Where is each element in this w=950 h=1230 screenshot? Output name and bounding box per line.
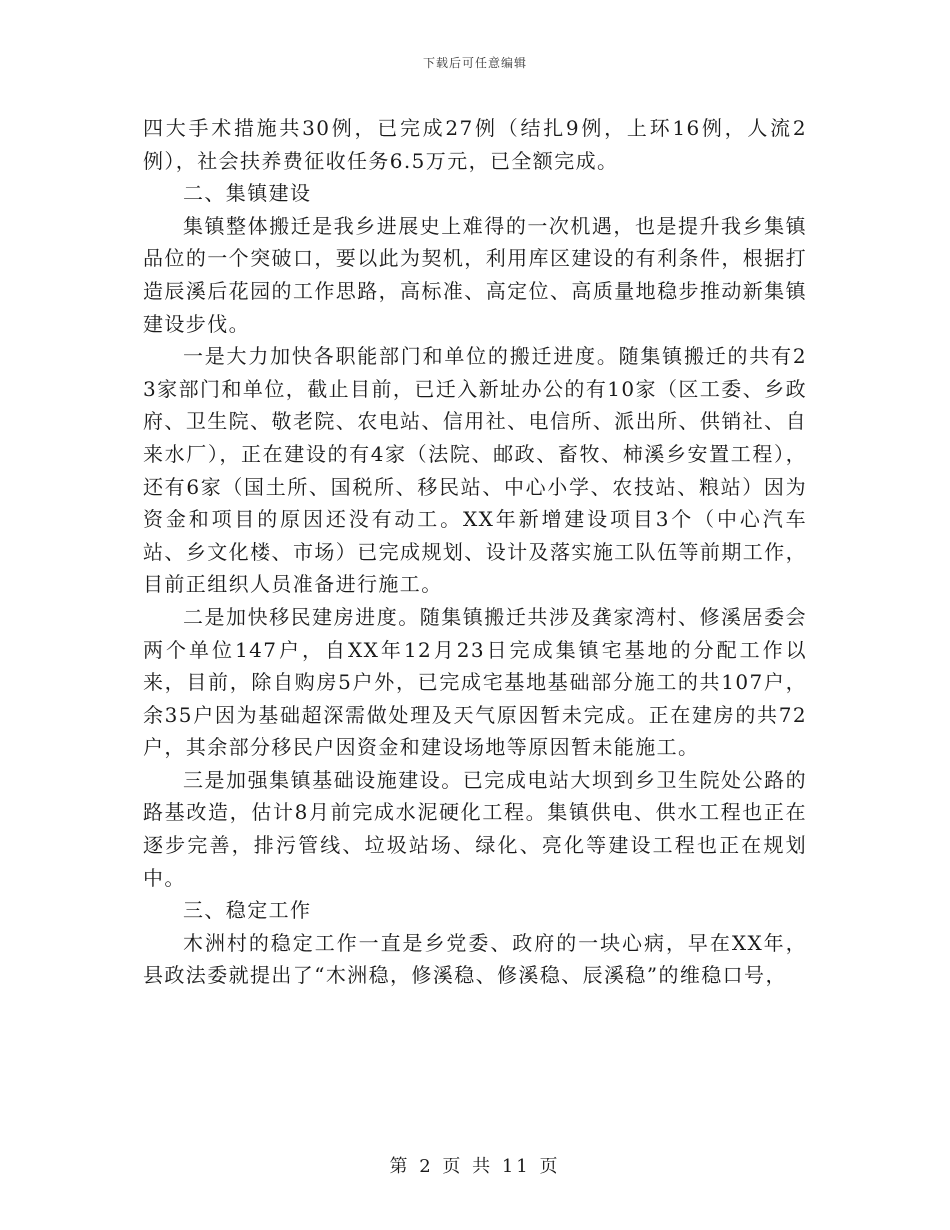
paragraph-stability-work: 木洲村的稳定工作一直是乡党委、政府的一块心病，早在XX年，县政法委就提出了“木洲稳，修溪稳、修溪稳、辰溪稳”的维稳口号， xyxy=(143,930,807,988)
section-heading-stability: 三、稳定工作 xyxy=(183,898,312,923)
paragraph-family-planning: 四大手术措施共30例，已完成27例（结扎9例，上环16例，人流2例），社会扶养费征收任务6.5万元，已全额完成。 xyxy=(143,116,807,173)
page-header-note: 下载后可任意编辑 xyxy=(422,56,527,70)
section-heading-town-construction: 二、集镇建设 xyxy=(183,181,312,206)
document-body xyxy=(143,112,807,992)
page-number: 第 2 页 共 11 页 xyxy=(389,1156,561,1177)
paragraph-department-relocation: 一是大力加快各职能部门和单位的搬迁进度。随集镇搬迁的共有23家部门和单位，截止目前，已迁入新址办公的有10家（区工委、乡政府、卫生院、敬老院、农电站、信用社、电信所、派出所、供销社、自来水厂），正在建设的有4家（法院、邮政、畜牧、柿溪乡安置工程），还有6家（国土所、国税所、移民站、中心小学、农技站、粮站）因为资金和项目的原因还没有动工。XX年新增建设项目3个（中心汽车站、乡文化楼、市场）已完成规划、设计及落实施工队伍等前期工作，目前正组织人员准备进行施工。 xyxy=(143,344,807,597)
paragraph-infrastructure: 三是加强集镇基础设施建设。已完成电站大坝到乡卫生院处公路的路基改造，估计8月前完成水泥硬化工程。集镇供电、供水工程也正在逐步完善，排污管线、垃圾站场、绿化、亮化等建设工程也正在规划中。 xyxy=(143,767,807,890)
paragraph-town-relocation: 集镇整体搬迁是我乡进展史上难得的一次机遇，也是提升我乡集镇品位的一个突破口，要以此为契机，利用库区建设的有利条件，根据打造辰溪后花园的工作思路，高标准、高定位、高质量地稳步推动新集镇建设步伐。 xyxy=(143,213,807,336)
paragraph-resident-housing: 二是加快移民建房进度。随集镇搬迁共涉及龚家湾村、修溪居委会两个单位147户，自XX年12月23日完成集镇宅基地的分配工作以来，目前，除自购房5户外，已完成宅基地基础部分施工的共107户，余35户因为基础超深需做处理及天气原因暂未完成。正在建房的共72户，其余部分移民户因资金和建设场地等原因暂未能施工。 xyxy=(143,604,807,760)
